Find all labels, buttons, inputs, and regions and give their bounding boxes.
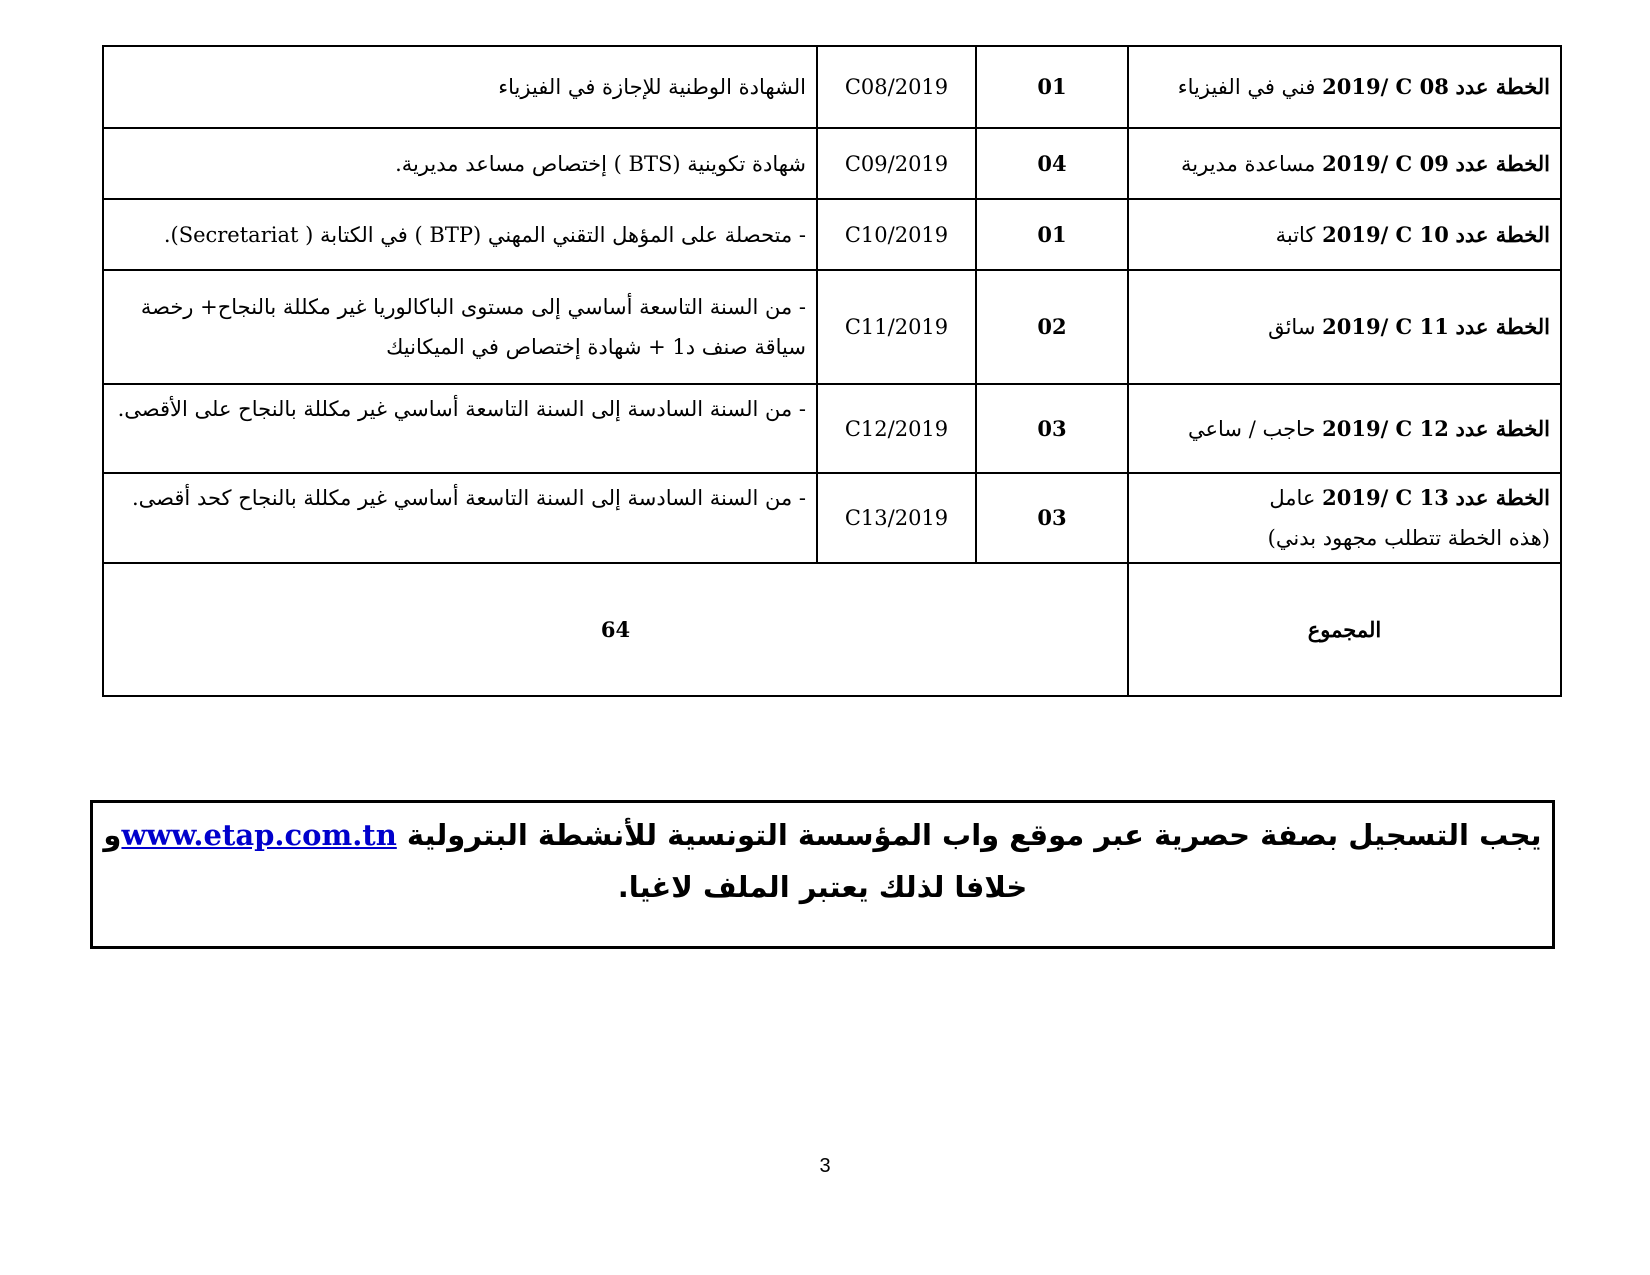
position-title: مساعدة مديرية: [1181, 151, 1316, 176]
table-row: [103, 473, 1561, 563]
requirement-cell: الشهادة الوطنية للإجازة في الفيزياء: [103, 46, 817, 128]
position-cell: [1128, 199, 1561, 270]
position-code: 2019/ C 12: [1322, 415, 1449, 441]
code-cell: C11/2019: [817, 270, 976, 384]
position-code: 2019/ C 09: [1322, 150, 1449, 176]
code-cell: C09/2019: [817, 128, 976, 199]
requirement-cell: - من السنة السادسة إلى السنة التاسعة أساسي غير مكللة بالنجاح كحد أقصى.: [103, 473, 817, 563]
requirement-cell: شهادة تكوينية (BTS ) إختصاص مساعد مديرية.: [103, 128, 817, 199]
code-cell: C12/2019: [817, 384, 976, 473]
page-number: 3: [819, 1155, 831, 1177]
position-label: الخطة عدد: [1455, 150, 1550, 176]
count-cell: 01: [976, 199, 1128, 270]
count-cell: 02: [976, 270, 1128, 384]
total-label: المجموع: [1128, 563, 1561, 696]
code-cell: C13/2019: [817, 473, 976, 563]
total-row: [103, 563, 1561, 696]
position-cell: [1128, 473, 1561, 563]
requirement-cell: - من السنة التاسعة أساسي إلى مستوى الباكالوريا غير مكللة بالنجاح+ رخصة سياقة صنف د1 + شهادة إختصاص في الميكانيك: [103, 270, 817, 384]
position-label: الخطة عدد: [1455, 415, 1550, 441]
position-note: (هذه الخطة تتطلب مجهود بدني): [1267, 526, 1550, 550]
table-row: [103, 128, 1561, 199]
position-title: فني في الفيزياء: [1177, 75, 1316, 99]
requirement-cell: - من السنة السادسة إلى السنة التاسعة أساسي غير مكللة بالنجاح على الأقصى.: [103, 384, 817, 473]
position-label: الخطة عدد: [1455, 74, 1550, 99]
position-code: 2019/ C 08: [1322, 74, 1449, 99]
table-row: [103, 46, 1561, 128]
registration-notice: [90, 800, 1555, 949]
position-label: الخطة عدد: [1455, 314, 1550, 339]
etap-website-link[interactable]: www.etap.com.tn: [121, 818, 397, 852]
count-cell: 04: [976, 128, 1128, 199]
position-label: الخطة عدد: [1455, 221, 1550, 247]
position-title: عامل: [1269, 486, 1316, 510]
position-code: 2019/ C 11: [1322, 314, 1449, 339]
position-title: سائق: [1268, 315, 1316, 339]
count-cell: 01: [976, 46, 1128, 128]
total-value: 64: [103, 563, 1128, 696]
notice-text: يجب التسجيل بصفة حصرية عبر موقع واب المؤسسة التونسية للأنشطة البترولية: [406, 818, 1542, 852]
notice-text-end: و خلافا لذلك يعتبر الملف لاغيا.: [103, 818, 1028, 904]
table-row: [103, 199, 1561, 270]
position-code: 2019/ C 13: [1322, 485, 1449, 510]
code-cell: C10/2019: [817, 199, 976, 270]
position-cell: [1128, 270, 1561, 384]
code-cell: C08/2019: [817, 46, 976, 128]
position-cell: [1128, 46, 1561, 128]
count-cell: 03: [976, 473, 1128, 563]
position-cell: [1128, 128, 1561, 199]
position-label: الخطة عدد: [1455, 485, 1550, 510]
count-cell: 03: [976, 384, 1128, 473]
positions-table: [102, 45, 1562, 697]
requirement-cell: - متحصلة على المؤهل التقني المهني (BTP ) في الكتابة ( Secretariat).: [103, 199, 817, 270]
table-row: [103, 384, 1561, 473]
table-row: [103, 270, 1561, 384]
position-title: حاجب / ساعي: [1188, 416, 1316, 441]
position-cell: [1128, 384, 1561, 473]
position-title: كاتبة: [1275, 222, 1316, 247]
position-code: 2019/ C 10: [1322, 221, 1449, 247]
